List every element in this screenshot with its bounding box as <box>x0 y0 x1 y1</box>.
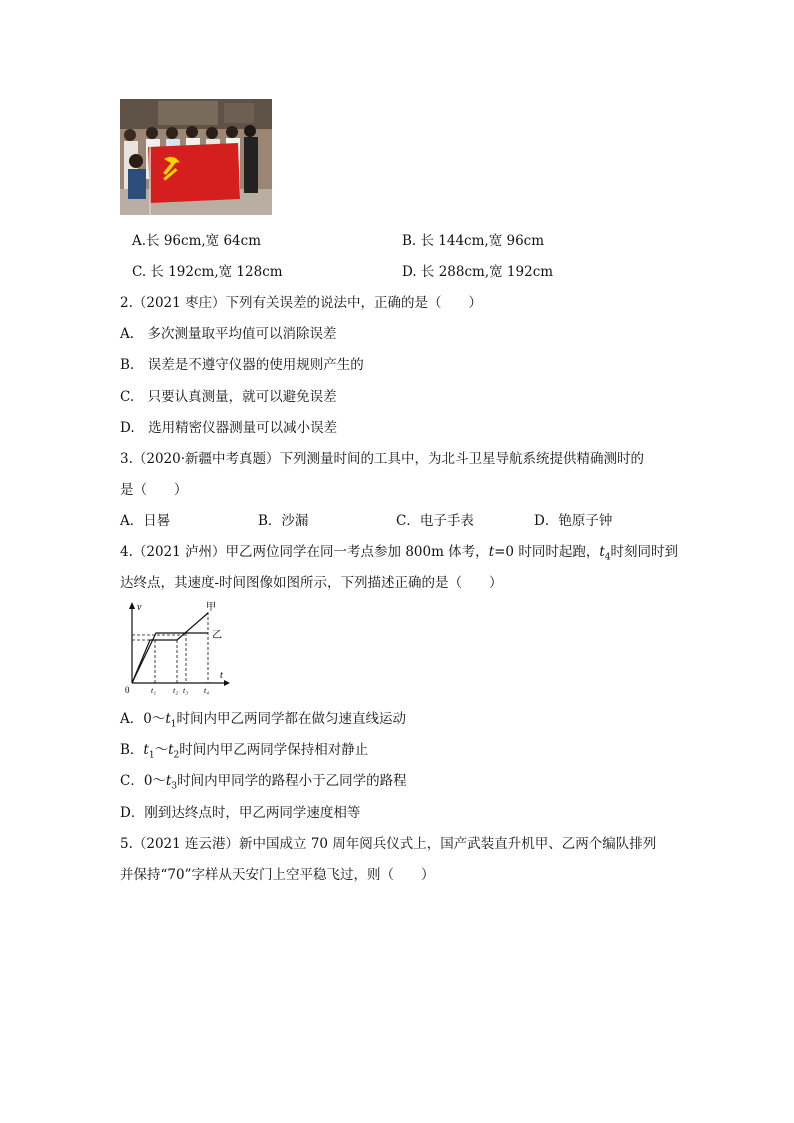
vt-graph-svg <box>120 600 230 695</box>
q4-c-pre: C．0～ <box>120 773 166 789</box>
q4-option-a <box>120 707 406 730</box>
q2-option-c: C. 只要认真测量，就可以避免误差 <box>120 389 337 405</box>
q4-stem-var-t: t <box>488 544 495 560</box>
q4-b-pre: B． <box>120 742 144 758</box>
q4-a-pre: A．0～ <box>120 711 166 727</box>
q4-stem-line2: 达终点，其速度-时间图像如图所示，下列描述正确的是（ ） <box>120 575 503 591</box>
q4-a-post: 时间内甲乙两同学都在做匀速直线运动 <box>176 711 407 727</box>
q4-stem-var-t4: t <box>599 544 605 560</box>
t-axis-arrow <box>224 680 230 686</box>
q4-stem-line1 <box>120 540 678 563</box>
q3-stem-line1: 3.（2020·新疆中考真题）下列测量时间的工具中，为北斗卫星导航系统提供精确测时的 <box>120 451 645 467</box>
q4-stem-sub-4: 4 <box>604 552 611 563</box>
photo-illustration <box>120 99 272 215</box>
q4-stem-text-f: 时刻同时到 <box>610 544 678 560</box>
series-yi-label: 乙 <box>212 630 222 641</box>
q5-stem-line2: 并保持“70”字样从天安门上空平稳飞过，则（ ） <box>120 867 435 883</box>
velocity-time-graph <box>120 600 230 695</box>
q4-stem-text-c: =0 时同时起跑， <box>494 544 600 560</box>
q1-option-c: C. 长 192cm,宽 128cm <box>132 264 283 280</box>
q4-b-post: 时间内甲乙两同学保持相对静止 <box>179 742 369 758</box>
tick-t2: t₂ <box>173 686 179 695</box>
q2-option-b: B. 误差是不遵守仪器的使用规则产生的 <box>120 357 364 373</box>
q3-option-a: A．日晷 <box>120 513 171 529</box>
v-axis-label: v <box>137 602 142 613</box>
q4-option-d: D．刚到达终点时，甲乙两同学速度相等 <box>120 805 361 821</box>
q4-option-c <box>120 769 407 792</box>
series-jia-label: 甲 <box>206 602 216 613</box>
q4-b-sub1: 1 <box>148 750 155 761</box>
q4-a-var: t <box>165 711 171 727</box>
tick-t4: t₄ <box>204 686 210 695</box>
q4-b-sub2: 2 <box>173 750 180 761</box>
v-axis-arrow <box>129 602 135 609</box>
q3-option-d: D．铯原子钟 <box>534 513 613 529</box>
group-photo-with-flag <box>120 99 272 215</box>
q2-option-a: A. 多次测量取平均值可以消除误差 <box>120 326 337 342</box>
q1-option-a: A.长 96cm,宽 64cm <box>132 233 261 249</box>
q1-option-b: B. 长 144cm,宽 96cm <box>402 233 545 249</box>
q1-option-d: D. 长 288cm,宽 192cm <box>402 264 554 280</box>
q4-b-var1: t <box>143 742 149 758</box>
tick-t1: t₁ <box>151 686 157 695</box>
q3-option-b: B．沙漏 <box>258 513 309 529</box>
q5-stem-line1: 5.（2021 连云港）新中国成立 70 周年阅兵仪式上，国产武装直升机甲、乙两个编队排列 <box>120 836 657 852</box>
q4-b-var2: t <box>168 742 174 758</box>
origin-label: 0 <box>125 685 130 695</box>
q4-a-sub: 1 <box>170 719 177 730</box>
tick-t3: t₃ <box>183 686 189 695</box>
q4-stem-text-a: 4.（2021 泸州）甲乙两位同学在同一考点参加 800m 体考， <box>120 544 489 560</box>
q4-c-sub: 3 <box>171 781 178 792</box>
q3-stem-line2: 是（ ） <box>120 482 188 498</box>
q4-b-mid: ～ <box>154 742 169 758</box>
q4-option-b <box>120 738 368 761</box>
series-jia-line <box>132 613 208 683</box>
q2-stem: 2.（2021 枣庄）下列有关误差的说法中，正确的是（ ） <box>120 295 483 311</box>
q4-c-post: 时间内甲同学的路程小于乙同学的路程 <box>177 773 407 789</box>
q2-option-d: D. 选用精密仪器测量可以减小误差 <box>120 420 338 436</box>
q3-option-c: C．电子手表 <box>396 513 474 529</box>
q4-c-var: t <box>165 773 172 789</box>
t-axis-label: t <box>220 670 223 681</box>
